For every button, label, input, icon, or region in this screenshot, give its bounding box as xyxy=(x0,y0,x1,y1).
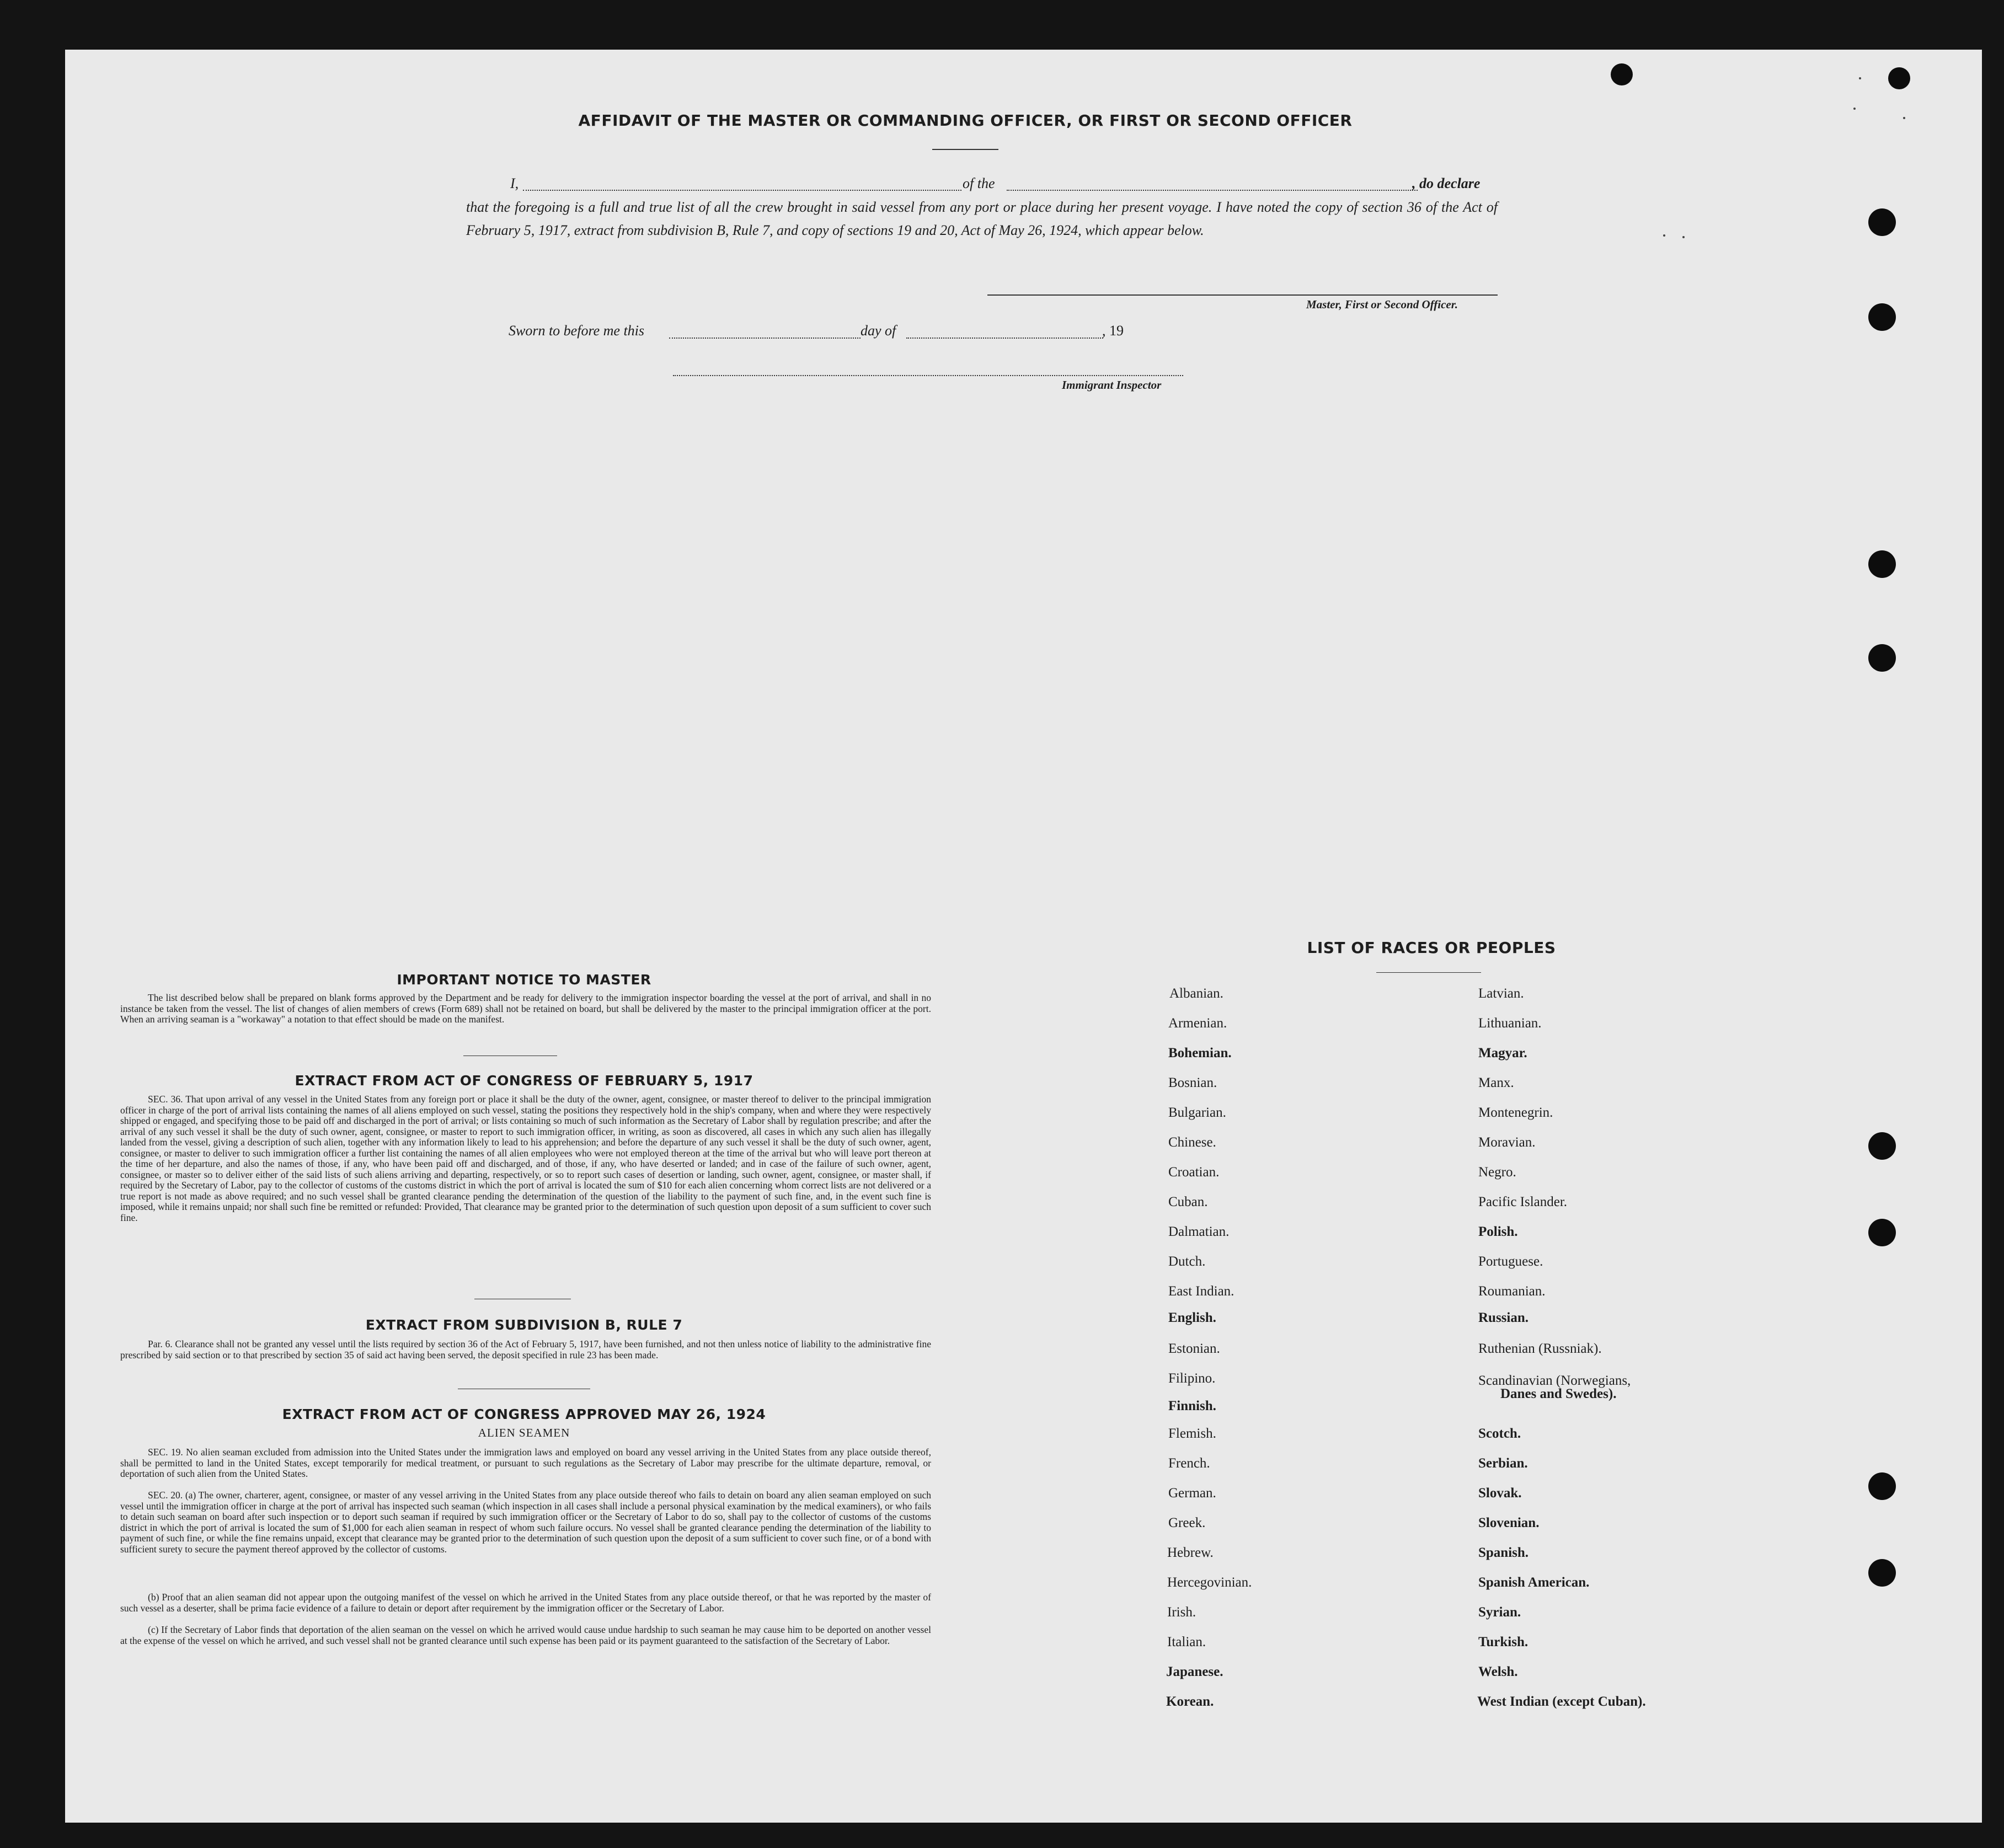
race-item: Turkish. xyxy=(1478,1635,1529,1649)
race-item: Serbian. xyxy=(1478,1456,1528,1471)
race-item: Estonian. xyxy=(1168,1341,1220,1356)
race-item: Manx. xyxy=(1478,1075,1514,1090)
race-item: Ruthenian (Russniak). xyxy=(1478,1341,1602,1356)
speck xyxy=(1853,108,1856,110)
signature-caption: Master, First or Second Officer. xyxy=(1306,298,1458,311)
extract-1917-title: EXTRACT FROM ACT OF CONGRESS OF FEBRUARY 5, 1917 xyxy=(295,1073,753,1089)
sec20a-text: SEC. 20. (a) The owner, charterer, agent, consignee, or master of any vessel arriving in the United States from any place outside thereof who fails to detain on board any alien seaman employed on such vessel until the immigration officer in charge at the port of arrival has inspected such seaman (which inspection in all cases shall include a personal physical examination by the medical examiners), or who fails to detain such seaman on board after such inspection or to deport such seaman if required by such immigration officer or the Secretary of Labor to do so, shall pay to the collector of customs of the customs district in which the port of arrival is located the sum of $1,000 for each alien seaman in respect of whom such failure occurs. No vessel shall be granted clearance pending the determination of the liability to payment of such fine, or while the fine remains unpaid, except that clearance may be granted prior to the determination of such question upon the deposit of a sum sufficient to cover such fine, or of a bond with sufficient surety to secure the payment thereof approved by the collector of customs. xyxy=(120,1490,931,1555)
inspector-caption: Immigrant Inspector xyxy=(1062,378,1162,392)
rule7-text: Par. 6. Clearance shall not be granted any vessel until the lists required by section 36 of the Act of February 5, 1917, have been furnished, and not then unless notice of liability to the administrative fine prescribed by said section or to that prescribed by section 35 of said act having been served, the deposit specified in rule 23 has been made. xyxy=(120,1338,931,1360)
race-item: Italian. xyxy=(1167,1635,1206,1649)
punch-hole xyxy=(1868,208,1896,236)
race-item: Greek. xyxy=(1168,1515,1206,1530)
sworn-month-blank[interactable] xyxy=(906,338,1103,339)
race-item: Welsh. xyxy=(1478,1664,1518,1679)
do-declare-label: , do declare xyxy=(1412,175,1481,191)
race-item: East Indian. xyxy=(1168,1284,1235,1299)
race-item: Dutch. xyxy=(1168,1254,1206,1269)
race-item: Irish. xyxy=(1167,1605,1196,1620)
race-item: Roumanian. xyxy=(1478,1284,1546,1299)
race-item: German. xyxy=(1168,1486,1216,1501)
punch-hole xyxy=(1611,63,1633,85)
speck xyxy=(1663,234,1665,237)
race-item: Dalmatian. xyxy=(1168,1224,1230,1239)
signature-line[interactable] xyxy=(987,294,1498,296)
punch-hole xyxy=(1868,1132,1896,1160)
race-item: Pacific Islander. xyxy=(1478,1194,1568,1209)
race-item: West Indian (except Cuban). xyxy=(1477,1694,1646,1709)
race-item: Lithuanian. xyxy=(1478,1016,1542,1031)
races-title: LIST OF RACES OR PEOPLES xyxy=(1307,939,1556,957)
sec20c-text: (c) If the Secretary of Labor finds that deportation of the alien seaman on the vessel on which he arrived would cause undue hardship to such seaman he may cause him to be deported on another vessel at the expense of the vessel on which he arrived, and such vessel shall not be granted clearance until such expense has been paid or its payment guaranteed to the satisfaction of the Secretary of Labor. xyxy=(120,1624,931,1646)
race-item: Spanish. xyxy=(1478,1545,1529,1560)
speck xyxy=(1903,117,1905,119)
sworn-label: Sworn to before me this xyxy=(509,323,645,339)
race-item: French. xyxy=(1168,1456,1210,1471)
inspector-signature-line[interactable] xyxy=(673,375,1183,376)
of-the-label: of the xyxy=(963,175,995,191)
punch-hole xyxy=(1868,1219,1896,1246)
punch-hole xyxy=(1868,644,1896,672)
race-item: Croatian. xyxy=(1168,1165,1220,1180)
vessel-blank[interactable] xyxy=(1007,190,1418,191)
race-item: Latvian. xyxy=(1478,986,1524,1001)
notice-text: The list described below shall be prepared on blank forms approved by the Department and be ready for delivery to the immigration inspector boarding the vessel at the port of arrival, and shall in no instance be taken from the vessel. The list of changes of alien members of crews (Form 689) shall not be retained on board, but shall be delivered by the master to the principal immigration officer at the port. When an arriving seaman is a "workaway" a notation to that effect should be made on the manifest. xyxy=(120,992,931,1025)
race-item: Slovak. xyxy=(1478,1486,1522,1501)
race-item: Magyar. xyxy=(1478,1046,1527,1060)
races-title-underline xyxy=(1376,972,1481,973)
alien-seamen-subtitle: ALIEN SEAMEN xyxy=(478,1426,570,1439)
speck xyxy=(1859,77,1861,79)
sec20b-text: (b) Proof that an alien seaman did not appear upon the outgoing manifest of the vessel on which he arrived in the United States from any place outside thereof, or that he was reported by the master of such vessel as a deserter, shall be prima facie evidence of a failure to detain or deport after requirement by the immigration officer or the Secretary of Labor. xyxy=(120,1592,931,1614)
sec19-text: SEC. 19. No alien seaman excluded from admission into the United States under the immigration laws and employed on board any vessel arriving in the United States from any place outside thereof, shall be permitted to land in the United States, except temporarily for medical treatment, or pursuant to such regulations as the Secretary of Labor may prescribe for the ultimate departure, removal, or deportation of such alien from the United States. xyxy=(120,1447,931,1479)
sworn-day-blank[interactable] xyxy=(669,338,861,339)
race-item: Korean. xyxy=(1166,1694,1214,1709)
race-item: Montenegrin. xyxy=(1478,1105,1553,1120)
race-item: Chinese. xyxy=(1168,1135,1216,1150)
race-item: Polish. xyxy=(1478,1224,1518,1239)
rule7-title: EXTRACT FROM SUBDIVISION B, RULE 7 xyxy=(365,1317,683,1333)
speck xyxy=(1682,236,1685,238)
name-blank[interactable] xyxy=(523,190,961,191)
race-item: Syrian. xyxy=(1478,1605,1521,1620)
race-item: Portuguese. xyxy=(1478,1254,1543,1269)
day-of-label: day of xyxy=(861,323,896,339)
race-item: Armenian. xyxy=(1168,1016,1227,1031)
race-item: Spanish American. xyxy=(1478,1575,1590,1590)
race-item: Japanese. xyxy=(1166,1664,1223,1679)
extract-1924-title: EXTRACT FROM ACT OF CONGRESS APPROVED MAY 26, 1924 xyxy=(282,1406,766,1422)
punch-hole xyxy=(1868,1559,1896,1587)
punch-hole xyxy=(1868,1472,1896,1500)
punch-hole xyxy=(1868,550,1896,578)
race-item: Bohemian. xyxy=(1168,1046,1232,1060)
race-item: Filipino. xyxy=(1168,1371,1216,1386)
punch-hole xyxy=(1888,67,1910,89)
title-underline xyxy=(932,149,998,150)
race-item: Moravian. xyxy=(1478,1135,1536,1150)
year-label: , 19 xyxy=(1102,323,1124,339)
race-item: Negro. xyxy=(1478,1165,1516,1180)
race-item: Russian. xyxy=(1478,1310,1529,1325)
race-item: Scandinavian (Norwegians, xyxy=(1478,1373,1631,1388)
race-item: Slovenian. xyxy=(1478,1515,1540,1530)
race-item: Cuban. xyxy=(1168,1194,1208,1209)
extract-1917-text: SEC. 36. That upon arrival of any vessel in the United States from any foreign port or place it shall be the duty of the owner, agent, consignee, or master thereof to deliver to the principal immigration officer in charge of the port of arrival lists containing the names of all aliens employed on such vessel, stating the positions they respectively hold in the ship's company, when and where they were respectively shipped or engaged, and specifying those to be paid off and discharged in the port of arrival; or lists containing so much of such information as the Secretary of Labor shall by regulation prescribe; and after the arrival of any such vessel it shall be the duty of such owner, agent, consignee, or master to report to such immigration officer, in writing, as soon as discovered, all cases in which any such alien has illegally landed from the vessel, giving a description of such alien, together with any information likely to lead to his apprehension; and before the departure of any such vessel it shall be the duty of such owner, agent, consignee, or master to deliver to such immigration officer a further list containing the names of all alien employees who were not employed thereon at the time of the arrival but who will leave port thereon at the time of her departure, and also the names of those, if any, who have been paid off and discharged, and of those, if any, who have deserted or landed; and in case of the failure of such owner, agent, consignee, or master so to deliver either of the said lists of such aliens arriving and departing, respectively, or so to report such cases of desertion or landing, such owner, agent, consignee, or master shall, if required by the Secretary of Labor, pay to the collector of customs of the customs district in which the port of arrival is located the sum of $10 for each alien concerning whom correct lists are not delivered or a true report is not made as above required; and no such vessel shall be granted clearance pending the determination of the question of the liability to the payment of such fine, and, in the event such fine is imposed, while it remains unpaid; nor shall such fine be remitted or refunded: Provided, That clearance may be granted prior to the determination of such question upon deposit of a sum sufficient to cover such fine. xyxy=(120,1094,931,1223)
race-item: Hercegovinian. xyxy=(1167,1575,1252,1590)
race-item: Flemish. xyxy=(1168,1426,1216,1441)
race-item: Scotch. xyxy=(1478,1426,1521,1441)
race-item: Bulgarian. xyxy=(1168,1105,1226,1120)
notice-title: IMPORTANT NOTICE TO MASTER xyxy=(397,972,651,988)
form-sheet xyxy=(65,50,1982,1823)
race-item: Albanian. xyxy=(1169,986,1223,1001)
affidavit-title: AFFIDAVIT OF THE MASTER OR COMMANDING OFFICER, OR FIRST OR SECOND OFFICER xyxy=(578,111,1353,130)
race-item: Danes and Swedes). xyxy=(1500,1386,1617,1401)
i-label: I, xyxy=(510,175,519,191)
race-item: English. xyxy=(1168,1310,1216,1325)
affidavit-body: that the foregoing is a full and true list of all the crew brought in said vessel from any port or place during her present voyage. I have noted the copy of section 36 of the Act of February 5, 1917, extract from subdivision B, Rule 7, and copy of sections 19 and 20, Act of May 26, 1924, which appear below. xyxy=(466,199,1498,238)
race-item: Finnish. xyxy=(1168,1399,1216,1413)
race-item: Hebrew. xyxy=(1167,1545,1214,1560)
punch-hole xyxy=(1868,303,1896,331)
race-item: Bosnian. xyxy=(1168,1075,1217,1090)
